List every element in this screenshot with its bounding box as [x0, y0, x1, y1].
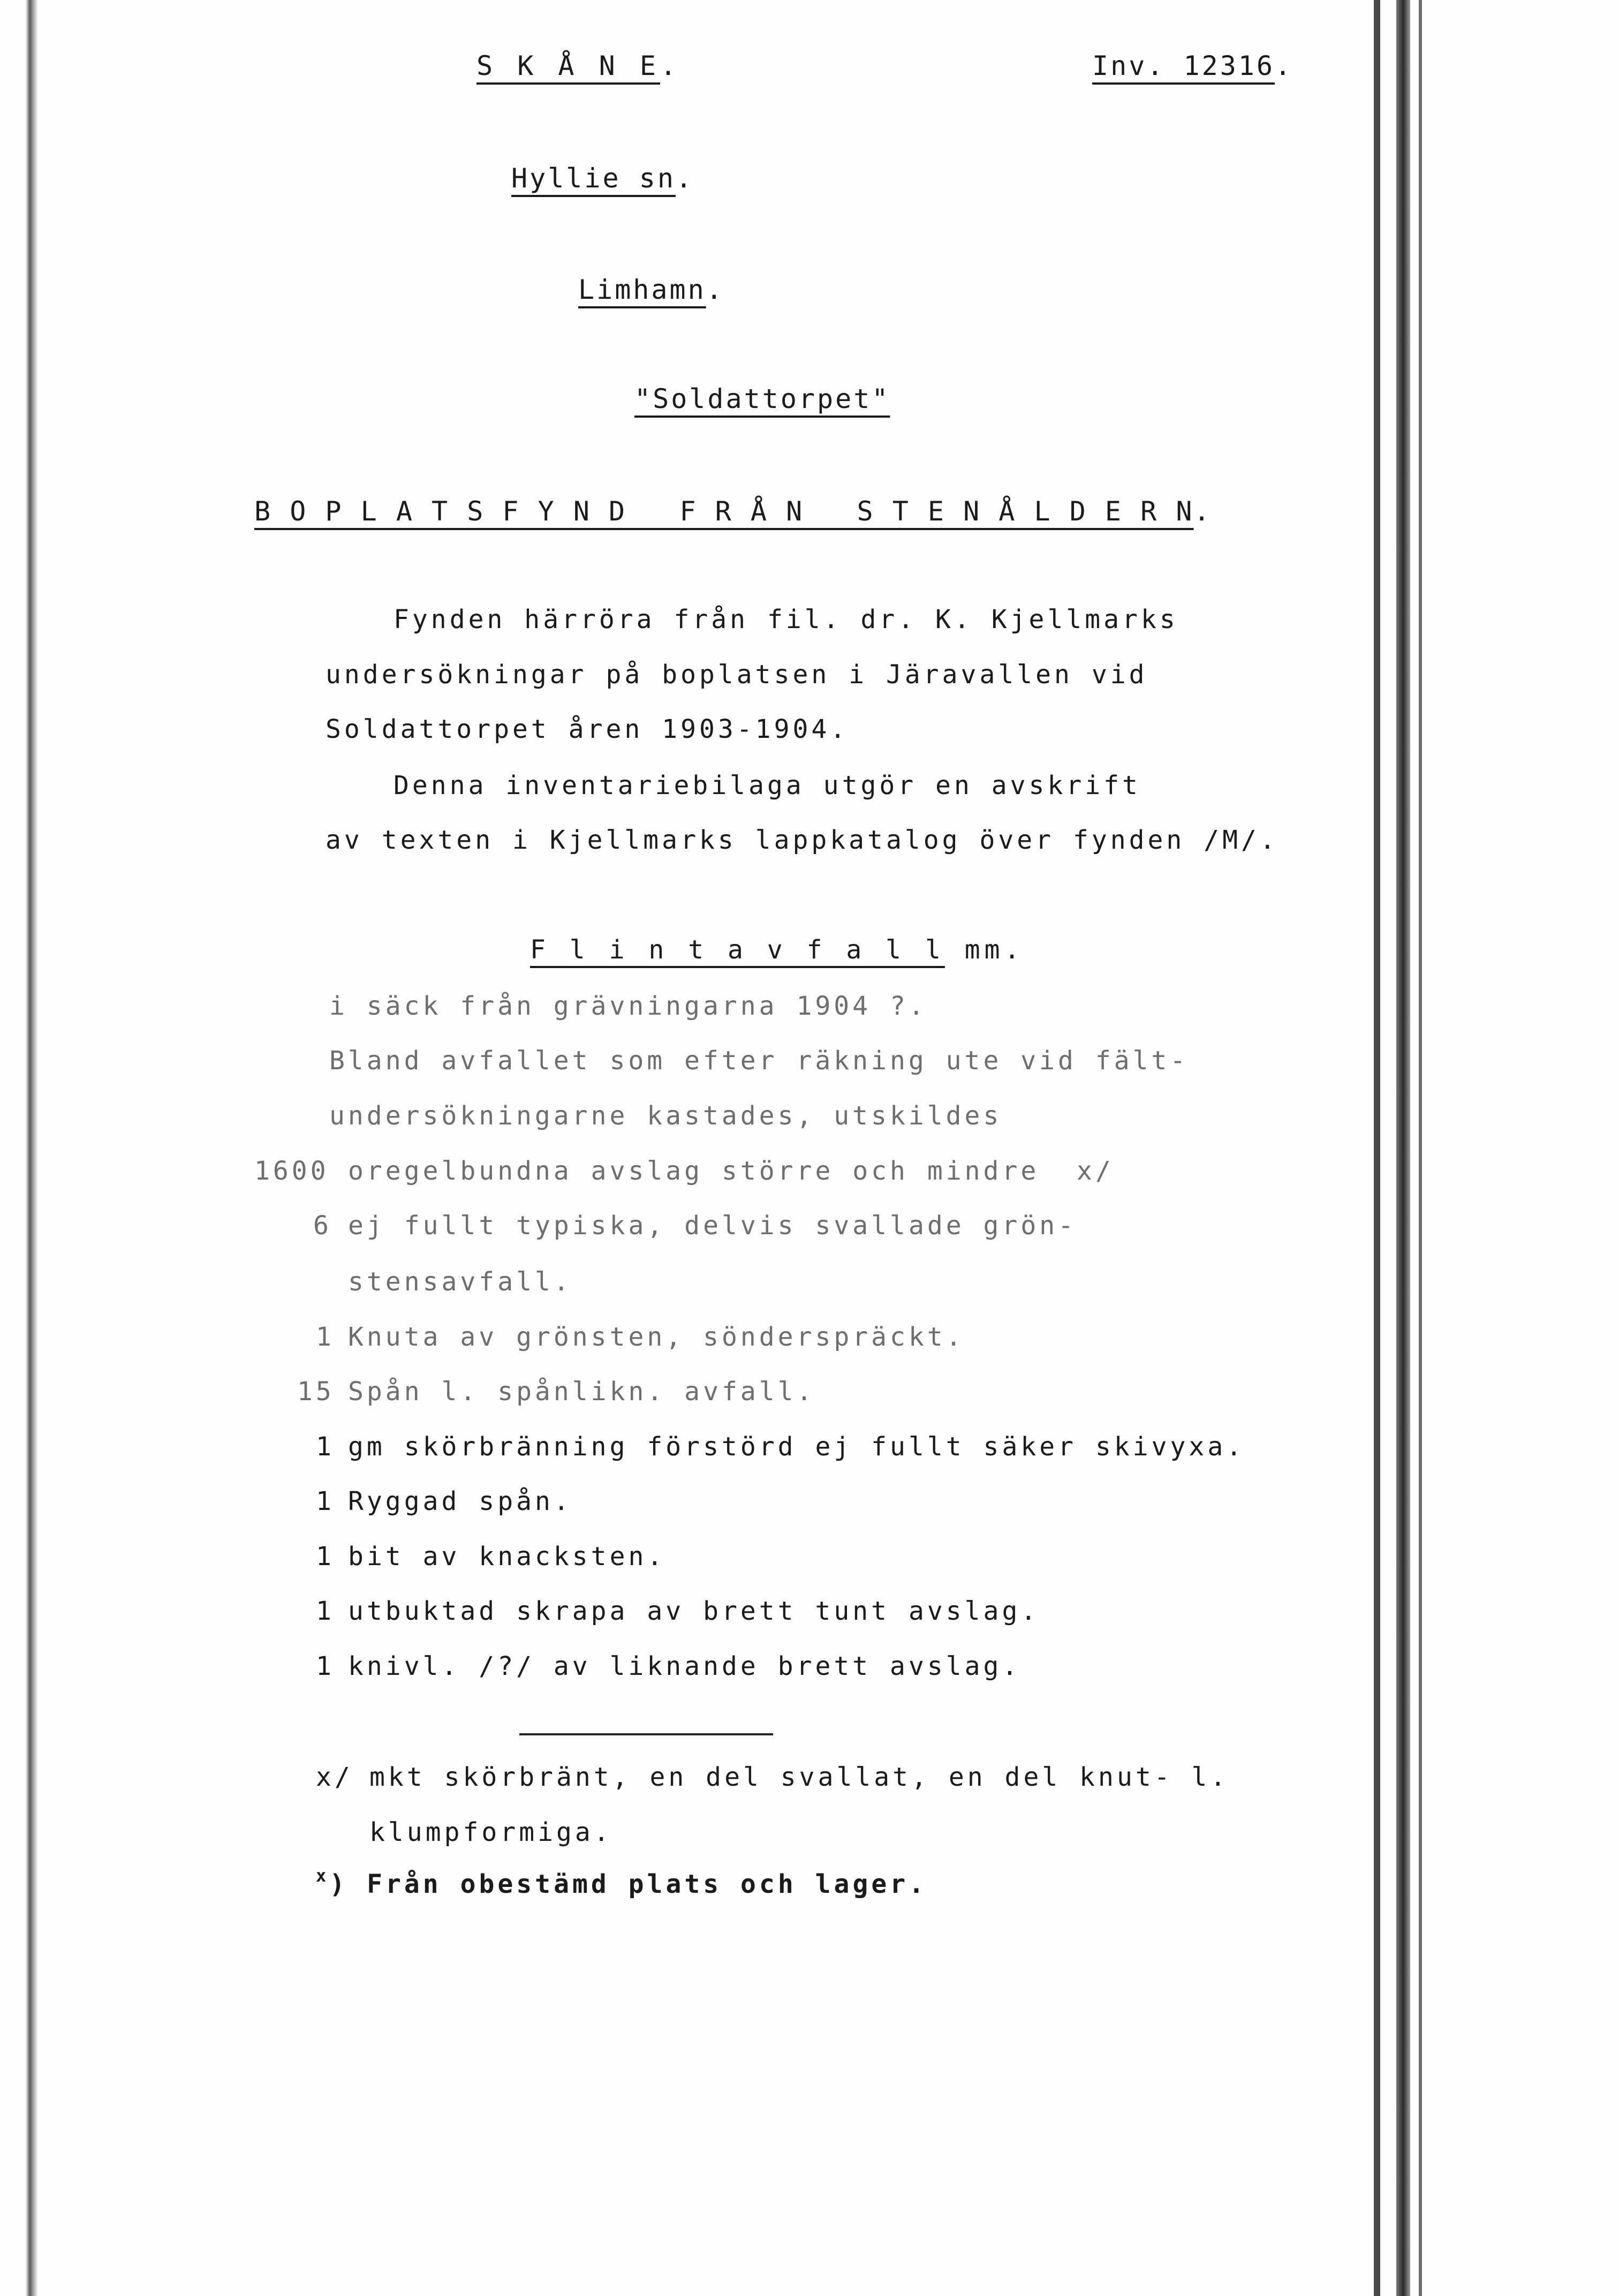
- item-description: Ryggad spån.: [348, 1486, 572, 1516]
- region-heading: S K Å N E.: [476, 50, 681, 81]
- footnote-text: mkt skörbränt, en del svallat, en del knut- l.: [369, 1762, 1229, 1792]
- item-quantity: 6: [313, 1211, 332, 1241]
- item-quantity: 1: [316, 1322, 335, 1352]
- section-line: undersökningarne kastades, utskildes: [329, 1101, 1002, 1131]
- parish-heading: Hyllie sn.: [511, 163, 694, 194]
- intro-line: undersökningar på boplatsen i Järavallen vid: [326, 660, 1148, 690]
- item-quantity: 1600: [254, 1156, 329, 1186]
- separator-rule: [519, 1733, 773, 1735]
- footnote-marker: x/: [316, 1762, 353, 1792]
- scan-edge-right: [1419, 0, 1422, 2296]
- item-description: Knuta av grönsten, sönderspräckt.: [348, 1322, 965, 1352]
- intro-line: Fynden härröra från fil. dr. K. Kjellmarks: [394, 605, 1178, 635]
- footnote-marker: x: [316, 1865, 330, 1886]
- item-description: utbuktad skrapa av brett tunt avslag.: [348, 1596, 1040, 1626]
- item-description: knivl. /?/ av liknande brett avslag.: [348, 1651, 1021, 1681]
- section-line: i säck från grävningarna 1904 ?.: [329, 991, 927, 1021]
- item-quantity: 1: [316, 1432, 335, 1462]
- footnote-text: klumpformiga.: [369, 1817, 612, 1847]
- item-description: gm skörbränning förstörd ej fullt säker skivyxa.: [348, 1432, 1245, 1462]
- item-quantity: 1: [316, 1651, 335, 1681]
- site-heading: "Soldattorpet": [634, 383, 890, 414]
- intro-line: av texten i Kjellmarks lappkatalog över fynden /M/.: [326, 825, 1278, 855]
- document-title: B O P L A T S F Y N D F R Å N S T E N Å L D E R N.: [254, 496, 1212, 527]
- section-line: Bland avfallet som efter räkning ute vid fält-: [329, 1046, 1189, 1076]
- item-description: Spån l. spånlikn. avfall.: [348, 1377, 815, 1407]
- scan-edge-left: [26, 0, 37, 2296]
- section-heading: F l i n t a v f a l l mm.: [530, 935, 1024, 965]
- item-quantity: 1: [316, 1486, 335, 1516]
- intro-line: Soldattorpet åren 1903-1904.: [326, 714, 849, 744]
- item-description: stensavfall.: [348, 1267, 572, 1297]
- item-quantity: 1: [316, 1542, 335, 1572]
- footnote-2: $^x$) Från obestämd plats och lager.: [316, 1865, 928, 1899]
- footnote-text: Från obestämd plats och lager.: [367, 1869, 928, 1899]
- item-quantity: 1: [316, 1596, 335, 1626]
- item-description: ej fullt typiska, delvis svallade grön-: [348, 1211, 1077, 1241]
- scan-edge-right: [1396, 0, 1410, 2296]
- item-quantity: 15: [297, 1377, 335, 1407]
- item-description: bit av knacksten.: [348, 1542, 666, 1572]
- item-description: oregelbundna avslag större och mindre x/: [348, 1156, 1114, 1186]
- inventory-number: Inv. 12316.: [1092, 50, 1293, 81]
- intro-line: Denna inventariebilaga utgör en avskrift: [394, 771, 1141, 800]
- scan-edge-right: [1374, 0, 1380, 2296]
- place-heading: Limhamn.: [578, 274, 724, 305]
